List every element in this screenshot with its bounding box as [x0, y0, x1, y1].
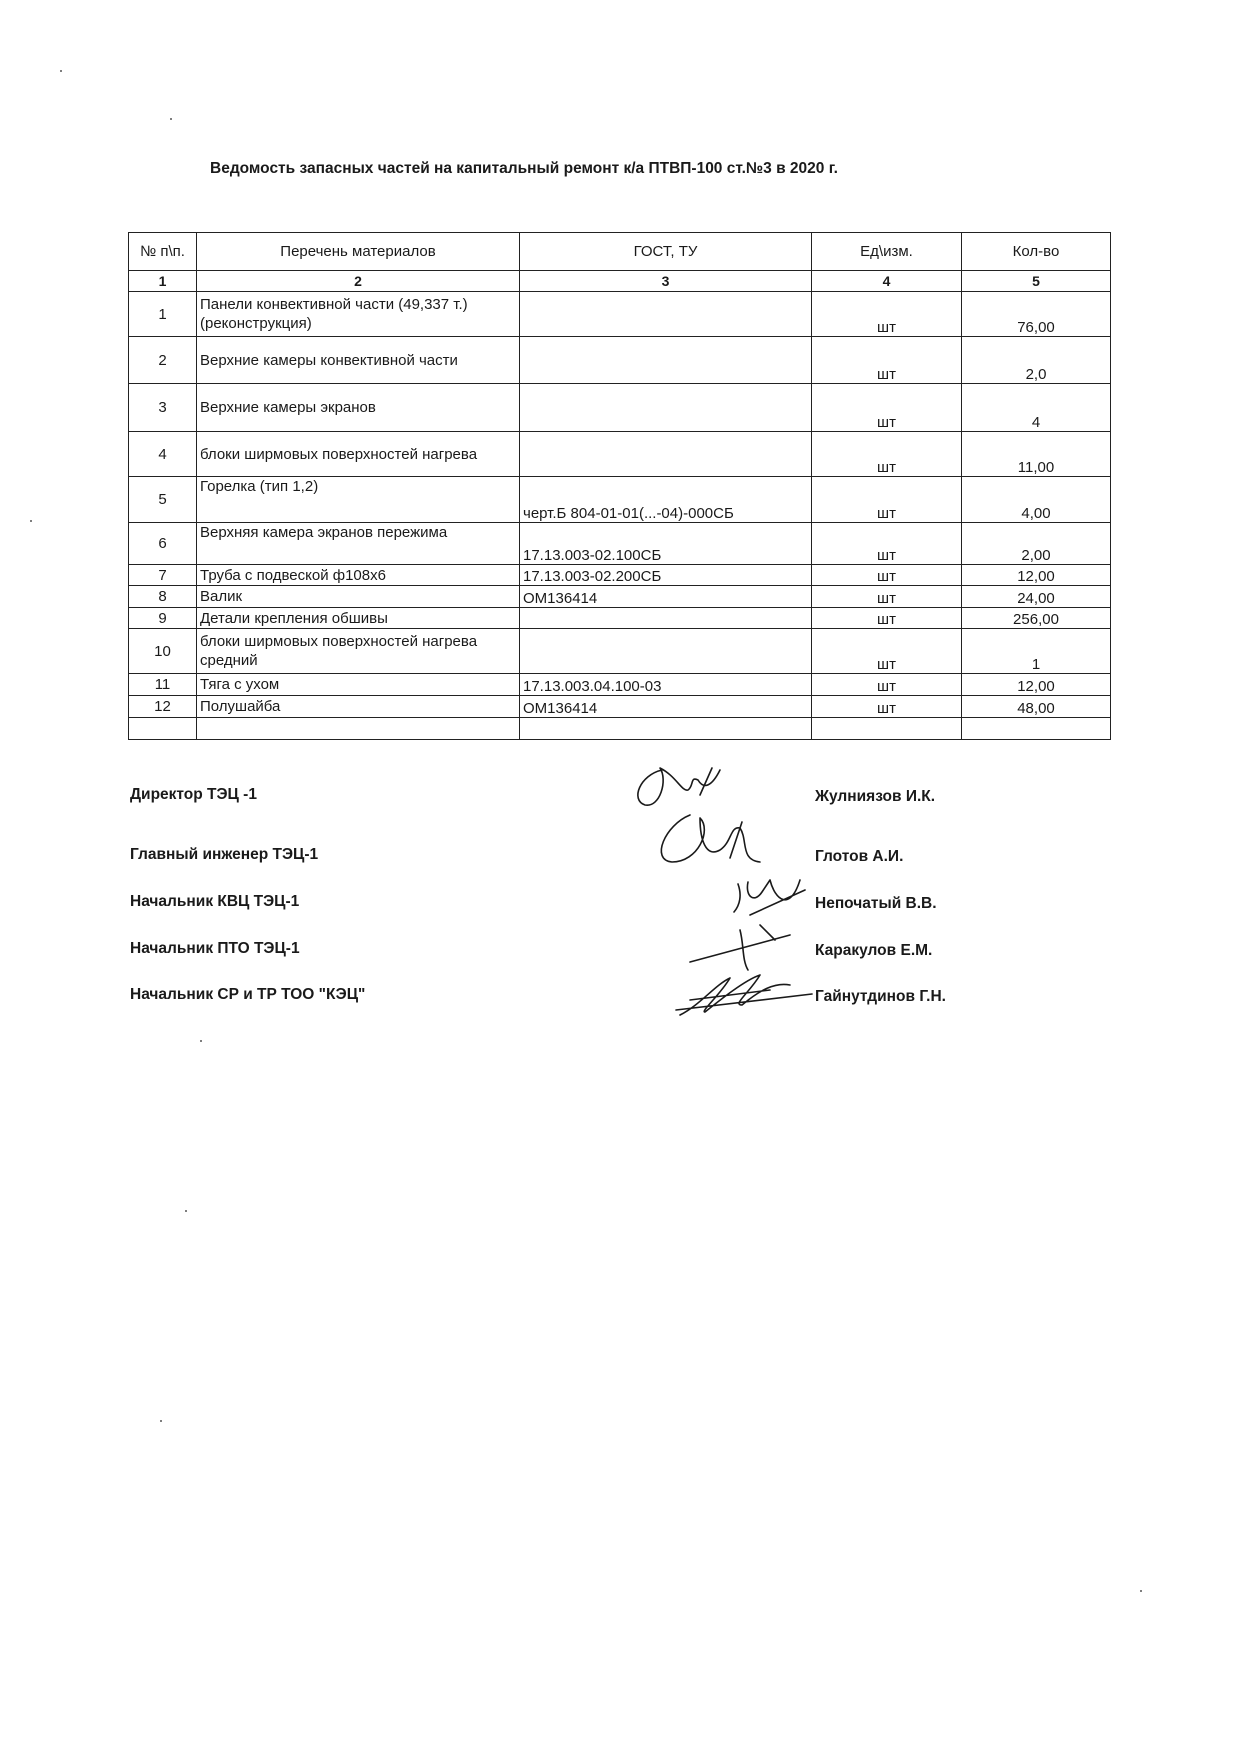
material-name: Тяга с ухом	[197, 674, 520, 696]
quantity: 4	[962, 384, 1111, 432]
table-row	[129, 586, 1111, 608]
gost-code	[520, 292, 812, 337]
material-name: Детали крепления обшивы	[197, 608, 520, 629]
signatory-name: Гайнутдинов Г.Н.	[815, 988, 946, 1005]
scan-noise	[30, 520, 32, 522]
column-index: 3	[520, 271, 812, 292]
material-name: Верхние камеры экранов	[197, 384, 520, 432]
quantity: 2,00	[962, 523, 1111, 565]
quantity: 12,00	[962, 565, 1111, 586]
quantity: 4,00	[962, 477, 1111, 523]
row-number: 9	[129, 608, 197, 629]
header-gost: ГОСТ, ТУ	[520, 233, 812, 271]
empty-cell	[197, 718, 520, 740]
header-qty: Кол-во	[962, 233, 1111, 271]
table-row-empty	[129, 718, 1111, 740]
material-name: Валик	[197, 586, 520, 608]
column-index: 5	[962, 271, 1111, 292]
scan-noise	[185, 1210, 187, 1212]
signatory-role: Главный инженер ТЭЦ-1	[130, 846, 319, 863]
scan-noise	[170, 118, 172, 120]
table-row	[129, 337, 1111, 384]
signature-scrawl	[638, 768, 720, 805]
material-name: Верхняя камера экранов пережима	[197, 523, 520, 565]
gost-code: черт.Б 804-01-01(...-04)-000СБ	[520, 477, 812, 523]
column-index: 1	[129, 271, 197, 292]
quantity: 2,0	[962, 337, 1111, 384]
header-materials: Перечень материалов	[197, 233, 520, 271]
quantity: 11,00	[962, 432, 1111, 477]
table-row	[129, 608, 1111, 629]
gost-code: ОМ136414	[520, 586, 812, 608]
row-number: 3	[129, 384, 197, 432]
row-number: 6	[129, 523, 197, 565]
gost-code	[520, 432, 812, 477]
quantity: 24,00	[962, 586, 1111, 608]
signatory-role: Директор ТЭЦ -1	[130, 786, 257, 803]
empty-cell	[962, 718, 1111, 740]
table-row	[129, 674, 1111, 696]
signature-scrawl	[734, 880, 805, 915]
material-name: блоки ширмовых поверхностей нагрева средний	[197, 629, 520, 674]
table-header-row	[129, 233, 1111, 271]
table-row	[129, 565, 1111, 586]
unit: шт	[812, 608, 962, 629]
signatory-name: Непочатый В.В.	[815, 895, 937, 912]
table-row	[129, 696, 1111, 718]
unit: шт	[812, 586, 962, 608]
row-number: 4	[129, 432, 197, 477]
gost-code: 17.13.003.04.100-03	[520, 674, 812, 696]
signature-scrawl	[676, 975, 812, 1015]
scan-noise	[60, 70, 62, 72]
header-num: № п\п.	[129, 233, 197, 271]
scan-noise	[200, 1040, 202, 1042]
spare-parts-table	[128, 232, 1111, 740]
row-number: 5	[129, 477, 197, 523]
unit: шт	[812, 432, 962, 477]
table-row	[129, 477, 1111, 523]
unit: шт	[812, 292, 962, 337]
document-title: Ведомость запасных частей на капитальный ремонт к/а ПТВП-100 ст.№3 в 2020 г.	[210, 160, 838, 177]
row-number: 8	[129, 586, 197, 608]
gost-code: 17.13.003-02.100СБ	[520, 523, 812, 565]
column-index-row	[129, 271, 1111, 292]
unit: шт	[812, 384, 962, 432]
unit: шт	[812, 523, 962, 565]
gost-code	[520, 337, 812, 384]
empty-cell	[129, 718, 197, 740]
unit: шт	[812, 337, 962, 384]
scan-noise	[160, 1420, 162, 1422]
unit: шт	[812, 477, 962, 523]
signatory-name: Каракулов Е.М.	[815, 942, 933, 959]
quantity: 256,00	[962, 608, 1111, 629]
header-unit: Ед\изм.	[812, 233, 962, 271]
material-name: блоки ширмовых поверхностей нагрева	[197, 432, 520, 477]
signatory-name: Жулниязов И.К.	[815, 788, 936, 805]
signatory-role: Начальник СР и ТР ТОО "КЭЦ"	[130, 986, 366, 1003]
material-name: Труба с подвеской ф108х6	[197, 565, 520, 586]
signatory-role: Начальник КВЦ ТЭЦ-1	[130, 893, 300, 910]
material-name: Горелка (тип 1,2)	[197, 477, 520, 523]
unit: шт	[812, 696, 962, 718]
signature-scrawl	[661, 815, 760, 862]
row-number: 12	[129, 696, 197, 718]
gost-code	[520, 384, 812, 432]
unit: шт	[812, 565, 962, 586]
material-name: Верхние камеры конвективной части	[197, 337, 520, 384]
table-row	[129, 523, 1111, 565]
empty-cell	[812, 718, 962, 740]
quantity: 1	[962, 629, 1111, 674]
quantity: 12,00	[962, 674, 1111, 696]
quantity: 76,00	[962, 292, 1111, 337]
empty-cell	[520, 718, 812, 740]
row-number: 1	[129, 292, 197, 337]
unit: шт	[812, 674, 962, 696]
table-row	[129, 384, 1111, 432]
gost-code: ОМ136414	[520, 696, 812, 718]
unit: шт	[812, 629, 962, 674]
signature-scrawl	[690, 925, 790, 970]
gost-code: 17.13.003-02.200СБ	[520, 565, 812, 586]
table-row	[129, 292, 1111, 337]
signatory-name: Глотов А.И.	[815, 848, 904, 865]
scan-noise	[1140, 1590, 1142, 1592]
column-index: 2	[197, 271, 520, 292]
gost-code	[520, 629, 812, 674]
row-number: 11	[129, 674, 197, 696]
signatory-role: Начальник ПТО ТЭЦ-1	[130, 940, 300, 957]
table-row	[129, 629, 1111, 674]
column-index: 4	[812, 271, 962, 292]
row-number: 10	[129, 629, 197, 674]
row-number: 7	[129, 565, 197, 586]
material-name: Полушайба	[197, 696, 520, 718]
table-row	[129, 432, 1111, 477]
material-name: Панели конвективной части (49,337 т.) (реконструкция)	[197, 292, 520, 337]
gost-code	[520, 608, 812, 629]
quantity: 48,00	[962, 696, 1111, 718]
row-number: 2	[129, 337, 197, 384]
